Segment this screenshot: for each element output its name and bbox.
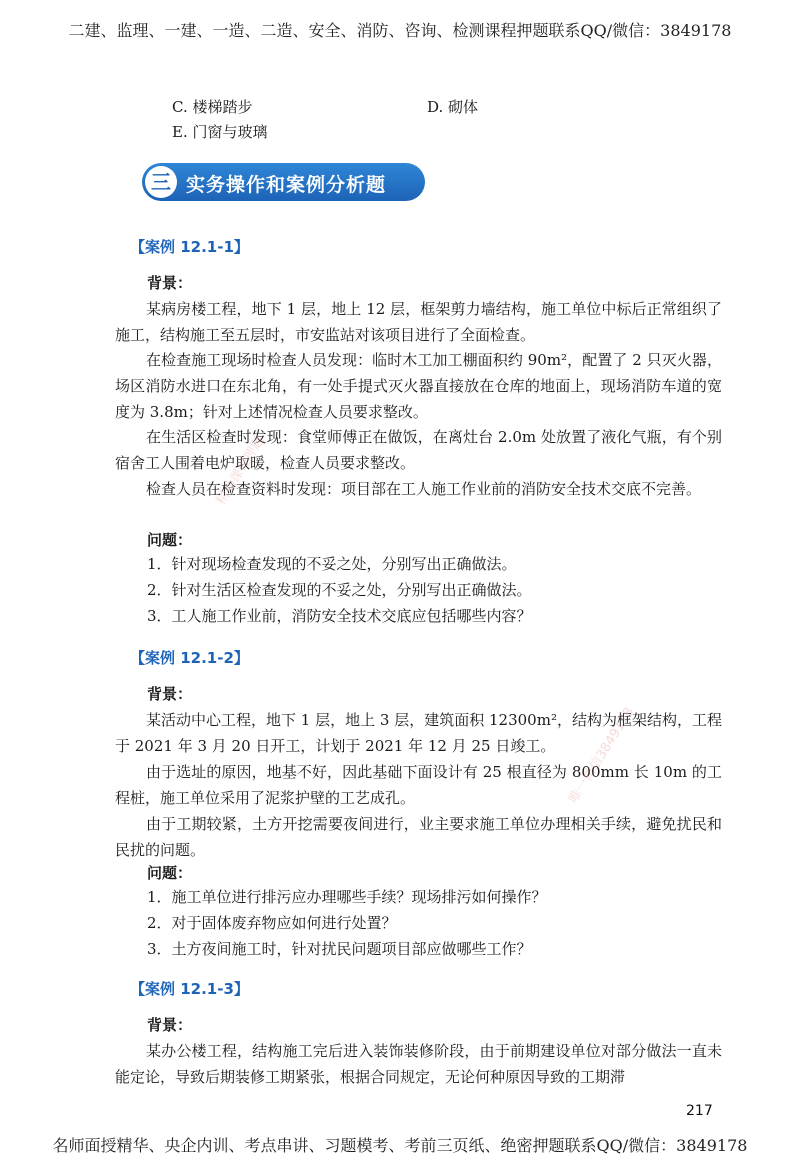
case-2-paragraph-1: 某活动中心工程，地下 1 层，地上 3 层，建筑面积 12300m²，结构为框架结构，工程于 2021 年 3 月 20 日开工，计划于 2021 年 12 月 25 日竣工。 xyxy=(115,711,722,755)
case-1-question-1: 1．针对现场检查发现的不妥之处，分别写出正确做法。 xyxy=(147,555,517,573)
option-d-text: 砌体 xyxy=(448,98,479,116)
case-2-question-label: 问题： xyxy=(147,864,193,882)
case-1-question-3: 3．工人施工作业前，消防安全技术交底应包括哪些内容？ xyxy=(147,607,532,625)
case-2-paragraph-2: 由于选址的原因，地基不好，因此基础下面设计有 25 根直径为 800mm 长 10m 的工程桩，施工单位采用了泥浆护壁的工艺成孔。 xyxy=(115,763,722,807)
case-2-title: 【案例 12.1-2】 xyxy=(130,649,249,667)
section-title: 实务操作和案例分析题 xyxy=(186,174,387,196)
case-1-paragraph-2: 在检查施工现场时检查人员发现：临时木工加工棚面积约 90m²，配置了 2 只灭火器，场区消防水进口在东北角，有一处手提式灭火器直接放在仓库的地面上，现场消防车道的宽度为 3.8m；针对上述情况检查人员要求整改。 xyxy=(115,351,722,421)
option-c xyxy=(172,96,253,117)
case-1-question-2: 2．针对生活区检查发现的不妥之处，分别写出正确做法。 xyxy=(147,581,532,599)
case-2-background-label: 背景： xyxy=(147,685,193,703)
case-1-paragraph-1: 某病房楼工程，地下 1 层，地上 12 层，框架剪力墙结构，施工单位中标后正常组织了施工，结构施工至五层时，市安监站对该项目进行了全面检查。 xyxy=(115,300,722,344)
option-e xyxy=(172,121,268,142)
case-1-paragraph-4: 检查人员在检查资料时发现：项目部在工人施工作业前的消防安全技术交底不完善。 xyxy=(146,480,702,498)
case-2-question-1: 1．施工单位进行排污应办理哪些手续？现场排污如何操作？ xyxy=(147,888,547,906)
case-1-title: 【案例 12.1-1】 xyxy=(130,238,249,256)
case-1-background-label: 背景： xyxy=(147,274,193,292)
watermark-1: 精品课程押题 xyxy=(213,433,268,508)
case-3-paragraph-1: 某办公楼工程，结构施工完后进入装饰装修阶段，由于前期建设单位对部分做法一直未能定论，导致后期装修工期紧张，根据合同规定，无论何种原因导致的工期滞 xyxy=(115,1042,722,1086)
case-3-background-label: 背景： xyxy=(147,1016,193,1034)
case-3-title: 【案例 12.1-3】 xyxy=(130,980,249,998)
case-2-paragraph-3: 由于工期较紧，土方开挖需要夜间进行，业主要求施工单位办理相关手续，避免扰民和民扰的问题。 xyxy=(115,815,722,859)
option-c-letter: C. xyxy=(172,98,188,116)
page-footer: 名师面授精华、央企内训、考点串讲、习题模考、考前三页纸、绝密押题联系QQ/微信：3849178 xyxy=(52,1136,748,1155)
page-number: 217 xyxy=(686,1103,713,1119)
option-e-text: 门窗与玻璃 xyxy=(192,123,268,141)
case-1-question-label: 问题： xyxy=(147,531,193,549)
option-d xyxy=(427,96,478,117)
case-2-question-2: 2．对于固体废弃物应如何进行处置？ xyxy=(147,914,397,932)
case-1-paragraph-3: 在生活区检查时发现：食堂师傅正在做饭，在离灶台 2.0m 处放置了液化气瓶，有个别宿舍工人围着电炉取暖，检查人员要求整改。 xyxy=(115,428,722,472)
case-2-question-3: 3．土方夜间施工时，针对扰民问题项目部应做哪些工作？ xyxy=(147,940,532,958)
option-d-letter: D. xyxy=(427,98,444,116)
watermark-2: 唯一微信3849178 xyxy=(566,704,638,807)
page-header: 二建、监理、一建、一造、二造、安全、消防、咨询、检测课程押题联系QQ/微信：3849178 xyxy=(68,21,732,40)
option-e-letter: E. xyxy=(172,123,188,141)
option-c-text: 楼梯踏步 xyxy=(192,98,253,116)
section-number-badge: 三 xyxy=(145,166,177,198)
